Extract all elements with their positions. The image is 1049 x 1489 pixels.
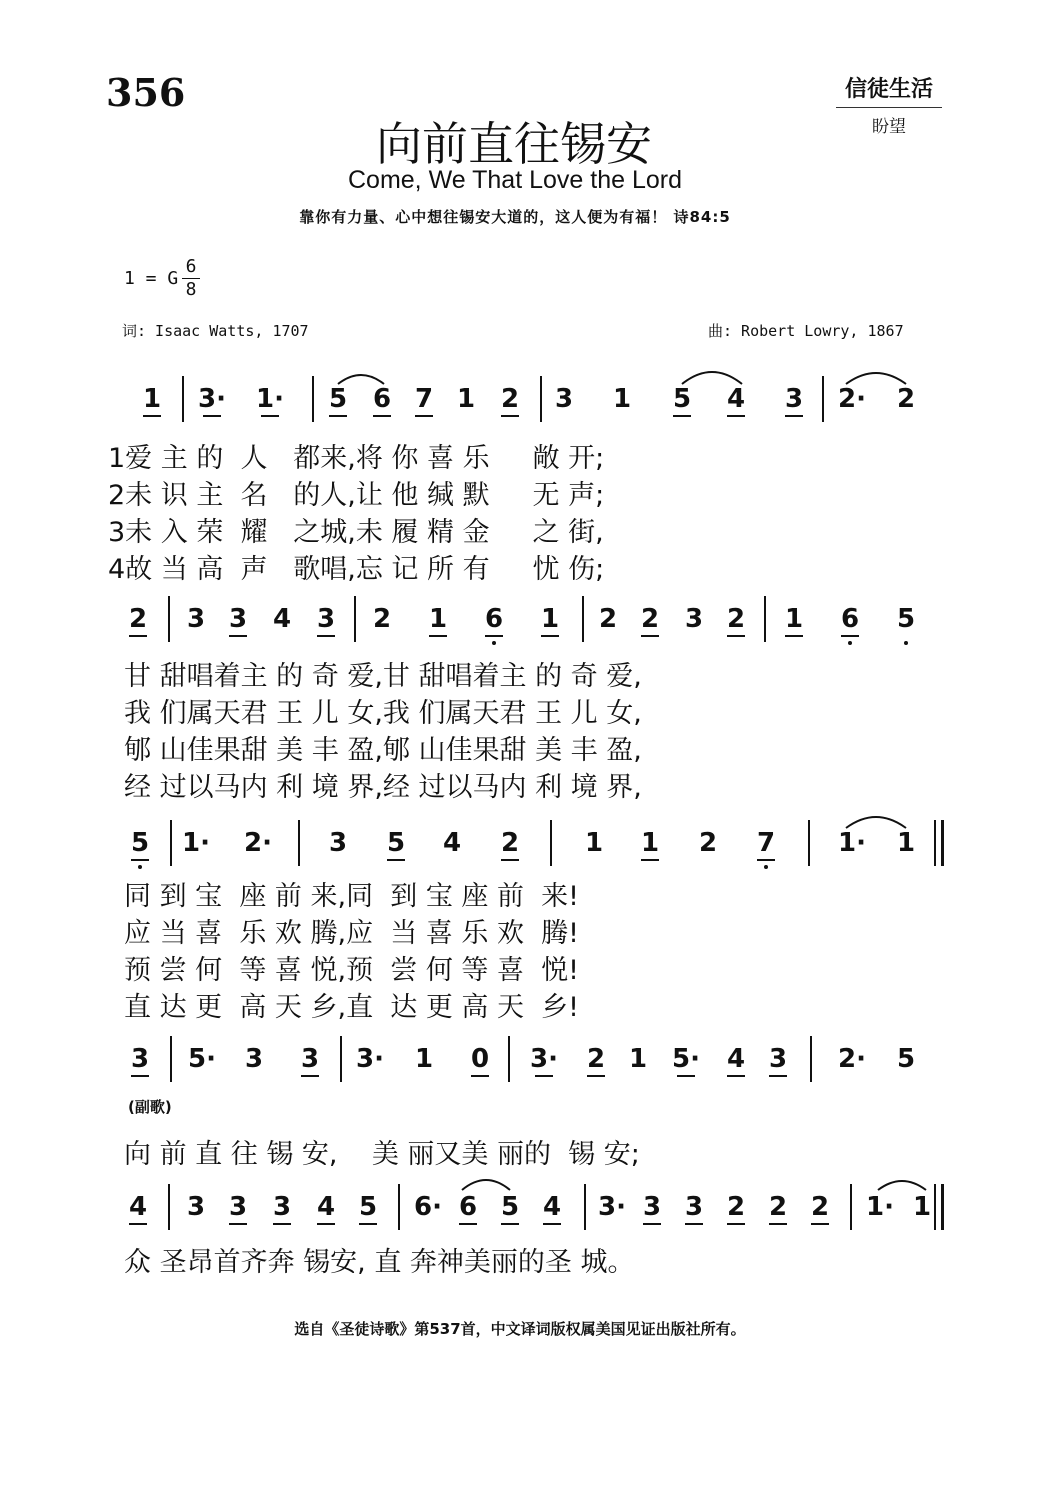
note: 2· — [244, 828, 272, 858]
note: 5 — [665, 384, 699, 414]
hymn-title-chinese: 向前直往锡安 — [376, 117, 652, 171]
lyric-line: 4故 当 高 声 歌唱,忘 记 所 有 忧 伤; — [108, 554, 605, 585]
composer-credit: 曲: Robert Lowry, 1867 — [708, 322, 904, 340]
note: 1· — [253, 384, 287, 414]
note: 2 — [803, 1192, 837, 1222]
note: 3 — [309, 604, 343, 634]
note: 2 — [719, 604, 753, 634]
lyric-line: 应 当 喜 乐 欢 腾,应 当 喜 乐 欢 腾! — [124, 918, 579, 949]
note: 5· — [188, 1044, 216, 1074]
note: 4 — [719, 1044, 753, 1074]
hymn-number: 356 — [106, 70, 186, 115]
note: 6 — [833, 604, 867, 634]
note: 3 — [123, 1044, 157, 1074]
note: 2· — [838, 384, 866, 414]
chorus-label: (副歌) — [128, 1098, 172, 1116]
note: 1· — [866, 1192, 894, 1222]
time-signature-top: 6 — [185, 256, 197, 277]
note: 2 — [598, 604, 618, 634]
note: 3 — [554, 384, 574, 414]
lyric-line: 同 到 宝 座 前 来,同 到 宝 座 前 来! — [124, 881, 579, 912]
note: 6 — [451, 1192, 485, 1222]
note: 6· — [414, 1192, 442, 1222]
note: 1 — [456, 384, 476, 414]
note: 3 — [293, 1044, 327, 1074]
note: 3 — [186, 604, 206, 634]
note: 2 — [493, 828, 527, 858]
slur — [846, 817, 906, 828]
note: 3· — [195, 384, 229, 414]
note: 4 — [309, 1192, 343, 1222]
note: 1 — [135, 384, 169, 414]
note: 1· — [182, 828, 210, 858]
note: 1 — [533, 604, 567, 634]
note: 3 — [635, 1192, 669, 1222]
note: 2 — [372, 604, 392, 634]
note: 4 — [442, 828, 462, 858]
note: 5· — [669, 1044, 703, 1074]
lyric-line: 向 前 直 往 锡 安, 美 丽又美 丽的 锡 安; — [124, 1139, 640, 1170]
note: 1 — [777, 604, 811, 634]
lyric-line: 甘 甜唱着主 的 奇 爱,甘 甜唱着主 的 奇 爱, — [124, 661, 642, 692]
note: 6 — [477, 604, 511, 634]
note: 2 — [698, 828, 718, 858]
note: 5 — [321, 384, 355, 414]
slur — [682, 372, 742, 384]
lyric-line: 2未 识 主 名 的人,让 他 缄 默 无 声; — [108, 480, 605, 511]
note: 3 — [186, 1192, 206, 1222]
note: 2 — [579, 1044, 613, 1074]
subcategory-label: 盼望 — [872, 117, 906, 137]
note: 7 — [407, 384, 441, 414]
note: 5 — [379, 828, 413, 858]
note: 1· — [838, 828, 866, 858]
note: 3 — [221, 1192, 255, 1222]
note: 2 — [896, 384, 916, 414]
lyric-line: 郇 山佳果甜 美 丰 盈,郇 山佳果甜 美 丰 盈, — [124, 735, 642, 766]
lyric-line: 直 达 更 高 天 乡,直 达 更 高 天 乡! — [124, 992, 579, 1023]
note: 2 — [761, 1192, 795, 1222]
note: 3· — [356, 1044, 384, 1074]
category-label: 信徒生活 — [836, 72, 942, 108]
note: 0 — [463, 1044, 497, 1074]
note: 5 — [896, 1044, 916, 1074]
slur — [462, 1180, 510, 1190]
copyright-footnote: 选自《圣徒诗歌》第537首，中文译词版权属美国见证出版社所有。 — [294, 1320, 746, 1338]
lyric-line: 1爱 主 的 人 都来,将 你 喜 乐 敞 开; — [108, 443, 605, 474]
note: 3· — [598, 1192, 626, 1222]
note: 3 — [684, 604, 704, 634]
note: 5 — [123, 828, 157, 858]
note: 3 — [777, 384, 811, 414]
note: 3 — [265, 1192, 299, 1222]
slur — [846, 373, 906, 384]
lyric-line: 我 们属天君 王 儿 女,我 们属天君 王 儿 女, — [124, 698, 642, 729]
note: 2 — [633, 604, 667, 634]
note: 2 — [121, 604, 155, 634]
time-signature-bottom: 8 — [182, 278, 200, 301]
note: 2· — [838, 1044, 866, 1074]
note: 1 — [414, 1044, 434, 1074]
note: 5 — [351, 1192, 385, 1222]
note: 3 — [328, 828, 348, 858]
slur — [338, 375, 384, 384]
lyric-line: 预 尝 何 等 喜 悦,预 尝 何 等 喜 悦! — [124, 955, 579, 986]
note: 5 — [889, 604, 923, 634]
lyric-line: 众 圣昂首齐奔 锡安, 直 奔神美丽的圣 城。 — [124, 1247, 635, 1278]
note: 1 — [612, 384, 632, 414]
note: 2 — [719, 1192, 753, 1222]
slur — [878, 1181, 926, 1190]
note: 1 — [628, 1044, 648, 1074]
note: 7 — [749, 828, 783, 858]
note: 1 — [896, 828, 916, 858]
lyric-line: 经 过以马内 利 境 界,经 过以马内 利 境 界, — [124, 772, 642, 803]
note: 1 — [912, 1192, 932, 1222]
note: 3· — [527, 1044, 561, 1074]
note: 1 — [633, 828, 667, 858]
key-signature: 1 = G — [124, 268, 179, 289]
note: 1 — [421, 604, 455, 634]
note: 1 — [584, 828, 604, 858]
lyricist-credit: 词: Isaac Watts, 1707 — [122, 322, 309, 340]
lyric-line: 3未 入 荣 耀 之城,未 履 精 金 之 街, — [108, 517, 604, 548]
note: 3 — [244, 1044, 264, 1074]
note: 4 — [272, 604, 292, 634]
note: 4 — [121, 1192, 155, 1222]
note: 4 — [719, 384, 753, 414]
note: 5 — [493, 1192, 527, 1222]
note: 2 — [493, 384, 527, 414]
note: 4 — [535, 1192, 569, 1222]
note: 3 — [677, 1192, 711, 1222]
note: 3 — [761, 1044, 795, 1074]
scripture-quote: 靠你有力量、心中想往锡安大道的，这人便为有福！ 诗84:5 — [299, 208, 731, 226]
note: 3 — [221, 604, 255, 634]
note: 6 — [365, 384, 399, 414]
hymn-title-english: Come, We That Love the Lord — [348, 166, 682, 194]
